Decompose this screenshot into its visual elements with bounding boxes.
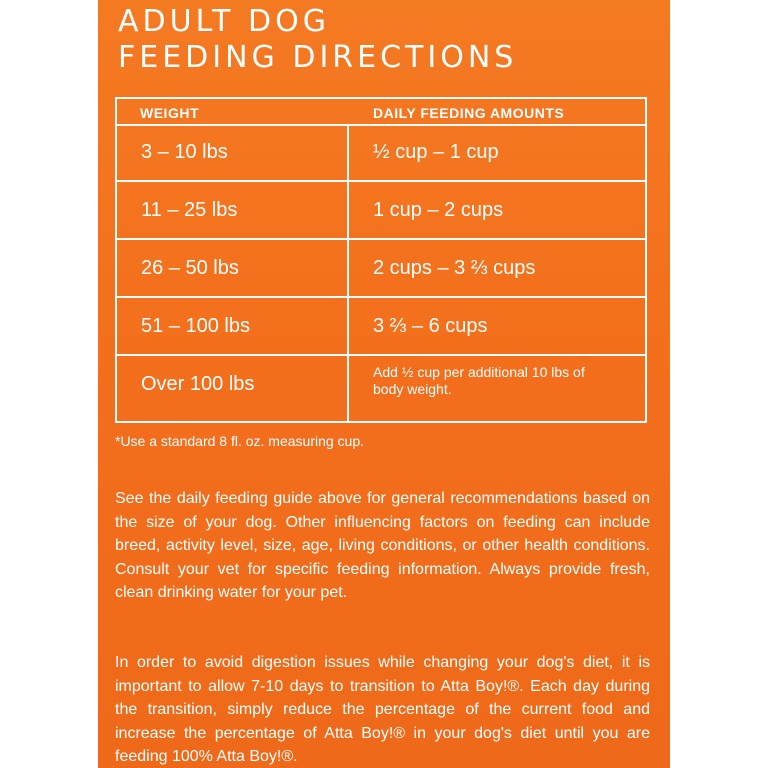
table-header — [117, 99, 645, 126]
weight-cell: 51 – 100 lbs — [141, 315, 250, 337]
header-daily-feeding-amounts: DAILY FEEDING AMOUNTS — [373, 105, 565, 121]
amount-cell: 2 cups – 3 ⅔ cups — [373, 257, 536, 279]
table-row — [117, 180, 645, 238]
table-row — [117, 354, 645, 423]
title-line-2: FEEDING DIRECTIONS — [118, 40, 518, 75]
transition-paragraph: In order to avoid digestion issues while changing your dog's diet, it is important to allow 7-10 days to transition to Atta Boy!®. Each day during the transition, simply reduce the percentage of the current food and increase the percentage of Atta Boy!® in your dog's diet until you are feeding 100% Atta Boy!®. — [115, 654, 650, 765]
weight-cell: 3 – 10 lbs — [141, 141, 228, 163]
feeding-guide-paragraph: See the daily feeding guide above for general recommendations based on the size of your dog. Other influencing factors on feeding can include breed, activity level, size, age, living conditions, or other health conditions. Consult your vet for specific feeding information. Always provide fresh, clean drinking water for your pet. — [115, 490, 650, 601]
header-weight: WEIGHT — [140, 105, 199, 121]
amount-cell: Add ½ cup per additional 10 lbs of body weight. — [373, 364, 585, 397]
measuring-cup-footnote: *Use a standard 8 fl. oz. measuring cup. — [115, 433, 365, 449]
weight-cell: 11 – 25 lbs — [141, 199, 238, 221]
amount-cell: 1 cup – 2 cups — [373, 199, 504, 221]
title-line-1: ADULT DOG — [118, 4, 330, 39]
feeding-directions-panel — [98, 0, 670, 768]
table-row — [117, 238, 645, 296]
amount-cell: 3 ⅔ – 6 cups — [373, 315, 488, 337]
weight-cell: Over 100 lbs — [141, 373, 255, 395]
page-title — [118, 4, 517, 76]
table-row — [117, 296, 645, 354]
feeding-table — [115, 97, 647, 423]
weight-cell: 26 – 50 lbs — [141, 257, 239, 279]
amount-cell: ½ cup – 1 cup — [373, 141, 499, 163]
table-row — [117, 124, 645, 182]
